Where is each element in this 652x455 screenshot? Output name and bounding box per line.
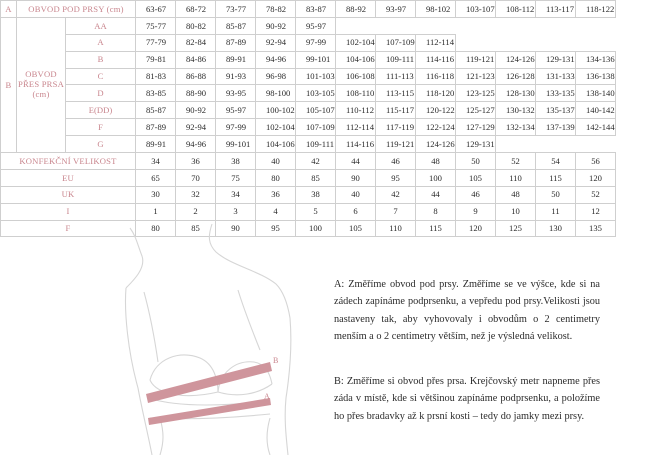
- bust-cell: 83-85: [136, 85, 176, 102]
- bust-cell: [576, 34, 616, 51]
- size-cell: 4: [256, 203, 296, 220]
- bust-cell: 104-106: [256, 136, 296, 153]
- underbust-cell: 63-67: [136, 1, 176, 18]
- size-cell: 95: [256, 220, 296, 237]
- row-a-letter: A: [1, 1, 17, 18]
- size-cell: 120: [456, 220, 496, 237]
- size-cell: 34: [136, 153, 176, 170]
- size-cell: 50: [536, 186, 576, 203]
- size-cell: 50: [456, 153, 496, 170]
- size-cell: 90: [216, 220, 256, 237]
- size-cell: 110: [376, 220, 416, 237]
- bust-cell: [456, 17, 496, 34]
- size-cell: 9: [456, 203, 496, 220]
- cup-row: [1, 136, 616, 153]
- bust-cell: 90-92: [176, 102, 216, 119]
- bust-cell: 112-114: [336, 119, 376, 136]
- bust-cell: [456, 34, 496, 51]
- bust-cell: 120-122: [416, 102, 456, 119]
- size-cell: 44: [336, 153, 376, 170]
- bust-cell: 107-109: [376, 34, 416, 51]
- size-row: [1, 186, 616, 203]
- size-cell: 100: [296, 220, 336, 237]
- size-cell: 30: [136, 186, 176, 203]
- size-cell: 7: [376, 203, 416, 220]
- bust-cell: 129-131: [456, 136, 496, 153]
- bust-cell: 101-103: [296, 68, 336, 85]
- bust-cell: 90-92: [256, 17, 296, 34]
- size-label: EU: [1, 169, 136, 186]
- size-cell: 54: [536, 153, 576, 170]
- bust-cell: 116-118: [416, 68, 456, 85]
- bust-cell: [416, 17, 456, 34]
- underbust-label: OBVOD POD PRSY (cm): [17, 1, 136, 18]
- cup-row: [1, 85, 616, 102]
- bust-cell: 98-100: [256, 85, 296, 102]
- bust-cell: [496, 17, 536, 34]
- bust-cell: 142-144: [576, 119, 616, 136]
- bust-cell: 128-130: [496, 85, 536, 102]
- size-cell: 80: [256, 169, 296, 186]
- bust-cell: 81-83: [136, 68, 176, 85]
- bust-cell: 124-126: [416, 136, 456, 153]
- cup-label: E(DD): [66, 102, 136, 119]
- size-cell: 48: [496, 186, 536, 203]
- size-cell: 42: [376, 186, 416, 203]
- underbust-cell: 98-102: [416, 1, 456, 18]
- cup-label: B: [66, 51, 136, 68]
- underbust-cell: 78-82: [256, 1, 296, 18]
- bust-cell: 127-129: [456, 119, 496, 136]
- size-cell: 8: [416, 203, 456, 220]
- bust-cell: 79-81: [136, 51, 176, 68]
- underbust-cell: 118-122: [576, 1, 616, 18]
- bust-cell: 119-121: [376, 136, 416, 153]
- bust-cell: 133-135: [536, 85, 576, 102]
- size-cell: 2: [176, 203, 216, 220]
- row-b-letter: B: [1, 17, 17, 152]
- underbust-row: [1, 1, 616, 18]
- bust-cell: 89-91: [136, 136, 176, 153]
- bust-measurement-figure: [120, 222, 320, 455]
- bust-cell: [496, 34, 536, 51]
- size-cell: 75: [216, 169, 256, 186]
- bust-cell: 75-77: [136, 17, 176, 34]
- underbust-cell: 113-117: [536, 1, 576, 18]
- size-cell: 12: [576, 203, 616, 220]
- size-cell: 10: [496, 203, 536, 220]
- size-cell: 110: [496, 169, 536, 186]
- size-label: UK: [1, 186, 136, 203]
- bust-cell: 86-88: [176, 68, 216, 85]
- size-cell: 40: [336, 186, 376, 203]
- bust-cell: 93-95: [216, 85, 256, 102]
- bust-cell: [576, 136, 616, 153]
- bust-cell: 114-116: [416, 51, 456, 68]
- bust-cell: 110-112: [336, 102, 376, 119]
- bust-cell: [536, 136, 576, 153]
- bust-cell: 106-108: [336, 68, 376, 85]
- size-cell: 105: [336, 220, 376, 237]
- size-cell: 34: [216, 186, 256, 203]
- band-a-label: A: [264, 392, 270, 401]
- bust-cell: 136-138: [576, 68, 616, 85]
- bust-cell: 109-111: [296, 136, 336, 153]
- bust-cell: 91-93: [216, 68, 256, 85]
- size-cell: 56: [576, 153, 616, 170]
- size-row: [1, 153, 616, 170]
- cup-row: [1, 34, 616, 51]
- size-cell: 1: [136, 203, 176, 220]
- underbust-cell: 93-97: [376, 1, 416, 18]
- size-cell: 42: [296, 153, 336, 170]
- size-label: I: [1, 203, 136, 220]
- size-cell: 85: [296, 169, 336, 186]
- size-cell: 46: [456, 186, 496, 203]
- bust-cell: 104-106: [336, 51, 376, 68]
- bust-cell: 80-82: [176, 17, 216, 34]
- size-cell: 52: [576, 186, 616, 203]
- underbust-cell: 108-112: [496, 1, 536, 18]
- cup-row: [1, 17, 616, 34]
- bust-cell: 117-119: [376, 119, 416, 136]
- bust-cell: 107-109: [296, 119, 336, 136]
- bust-cell: 115-117: [376, 102, 416, 119]
- bust-cell: 88-90: [176, 85, 216, 102]
- bust-label-line: (cm): [32, 88, 50, 99]
- underbust-cell: 68-72: [176, 1, 216, 18]
- size-cell: 38: [296, 186, 336, 203]
- underbust-cell: 103-107: [456, 1, 496, 18]
- cup-label: AA: [66, 17, 136, 34]
- bust-cell: 82-84: [176, 34, 216, 51]
- bust-label-line: OBVOD: [25, 69, 57, 80]
- bust-cell: 121-123: [456, 68, 496, 85]
- bust-cell: 95-97: [216, 102, 256, 119]
- bust-cell: 92-94: [256, 34, 296, 51]
- size-cell: 44: [416, 186, 456, 203]
- bust-cell: 109-111: [376, 51, 416, 68]
- size-cell: 6: [336, 203, 376, 220]
- bust-cell: 123-125: [456, 85, 496, 102]
- size-cell: 48: [416, 153, 456, 170]
- bust-cell: 103-105: [296, 85, 336, 102]
- note-a: A: Změříme obvod pod prsy. Změříme se ve výšce, kde si na zádech zapínáme podprsenku, a vepředu pod prsy.Velikosti jsou nastaveny tak, aby vyhovovaly i obvodům o 2 centimetry menším a o 2 centimetry větším, než je výsledná velikost.: [334, 279, 600, 342]
- bust-cell: 96-98: [256, 68, 296, 85]
- bust-cell: 77-79: [136, 34, 176, 51]
- bust-cell: 99-101: [296, 51, 336, 68]
- size-cell: 46: [376, 153, 416, 170]
- bust-cell: 124-126: [496, 51, 536, 68]
- cup-row: [1, 119, 616, 136]
- cup-row: [1, 102, 616, 119]
- size-cell: 105: [456, 169, 496, 186]
- size-cell: 40: [256, 153, 296, 170]
- size-cell: 3: [216, 203, 256, 220]
- bust-cell: 122-124: [416, 119, 456, 136]
- bust-cell: [536, 17, 576, 34]
- size-cell: 38: [216, 153, 256, 170]
- size-label: KONFEKČNÍ VELIKOST: [1, 153, 136, 170]
- bust-cell: [496, 136, 536, 153]
- bust-cell: 97-99: [216, 119, 256, 136]
- size-cell: 125: [496, 220, 536, 237]
- bust-cell: 131-133: [536, 68, 576, 85]
- bust-cell: 102-104: [336, 34, 376, 51]
- bust-cell: 95-97: [296, 17, 336, 34]
- bust-cell: [336, 17, 376, 34]
- bust-cell: 94-96: [256, 51, 296, 68]
- size-cell: 5: [296, 203, 336, 220]
- bust-cell: 118-120: [416, 85, 456, 102]
- underbust-cell: 73-77: [216, 1, 256, 18]
- bust-cell: 119-121: [456, 51, 496, 68]
- bust-cell: 105-107: [296, 102, 336, 119]
- size-table: [0, 0, 616, 237]
- bust-cell: 114-116: [336, 136, 376, 153]
- bust-cell: 137-139: [536, 119, 576, 136]
- size-cell: 95: [376, 169, 416, 186]
- bust-cell: 84-86: [176, 51, 216, 68]
- bust-cell: 102-104: [256, 119, 296, 136]
- bust-cell: 94-96: [176, 136, 216, 153]
- bust-cell: 132-134: [496, 119, 536, 136]
- bust-cell: 99-101: [216, 136, 256, 153]
- cup-row: [1, 51, 616, 68]
- cup-label: A: [66, 34, 136, 51]
- bust-cell: 108-110: [336, 85, 376, 102]
- size-cell: 32: [176, 186, 216, 203]
- bust-label-line: PŘES PRSA: [18, 79, 64, 90]
- size-cell: 65: [136, 169, 176, 186]
- bust-cell: [376, 17, 416, 34]
- size-cell: 115: [536, 169, 576, 186]
- cup-label: G: [66, 136, 136, 153]
- cup-label: F: [66, 119, 136, 136]
- cup-label: C: [66, 68, 136, 85]
- size-cell: 36: [176, 153, 216, 170]
- bust-cell: 100-102: [256, 102, 296, 119]
- band-b: [146, 362, 272, 403]
- size-cell: 100: [416, 169, 456, 186]
- bust-cell: 129-131: [536, 51, 576, 68]
- bust-cell: 85-87: [136, 102, 176, 119]
- underbust-cell: 88-92: [336, 1, 376, 18]
- bust-cell: 87-89: [216, 34, 256, 51]
- size-row: [1, 169, 616, 186]
- cup-label: D: [66, 85, 136, 102]
- size-cell: 70: [176, 169, 216, 186]
- size-cell: 130: [536, 220, 576, 237]
- bust-cell: [536, 34, 576, 51]
- size-row: [1, 203, 616, 220]
- note-b: B: Změříme si obvod přes prsa. Krejčovský metr napneme přes záda v místě, kde si většinou zapínáme podprsenku, a položíme ho přes bradavky až k prsní kosti – tedy do jamky mezi prsy.: [334, 376, 600, 422]
- size-cell: 135: [576, 220, 616, 237]
- bust-cell: 89-91: [216, 51, 256, 68]
- size-cell: 52: [496, 153, 536, 170]
- bust-cell: 87-89: [136, 119, 176, 136]
- band-b-label: B: [273, 356, 279, 365]
- size-cell: 36: [256, 186, 296, 203]
- bust-cell: 92-94: [176, 119, 216, 136]
- size-cell: 11: [536, 203, 576, 220]
- bust-cell: 140-142: [576, 102, 616, 119]
- bust-cell: 112-114: [416, 34, 456, 51]
- size-label: F: [1, 220, 136, 237]
- bust-cell: 111-113: [376, 68, 416, 85]
- bust-cell: 134-136: [576, 51, 616, 68]
- bust-cell: 130-132: [496, 102, 536, 119]
- size-cell: 90: [336, 169, 376, 186]
- bust-label: [17, 17, 66, 152]
- bust-cell: 138-140: [576, 85, 616, 102]
- bust-cell: [576, 17, 616, 34]
- cup-row: [1, 68, 616, 85]
- bust-cell: 135-137: [536, 102, 576, 119]
- size-cell: 120: [576, 169, 616, 186]
- bust-cell: 85-87: [216, 17, 256, 34]
- bust-cell: 97-99: [296, 34, 336, 51]
- size-cell: 115: [416, 220, 456, 237]
- size-cell: 80: [136, 220, 176, 237]
- underbust-cell: 83-87: [296, 1, 336, 18]
- bust-cell: 126-128: [496, 68, 536, 85]
- bust-cell: 125-127: [456, 102, 496, 119]
- bust-cell: 113-115: [376, 85, 416, 102]
- size-cell: 85: [176, 220, 216, 237]
